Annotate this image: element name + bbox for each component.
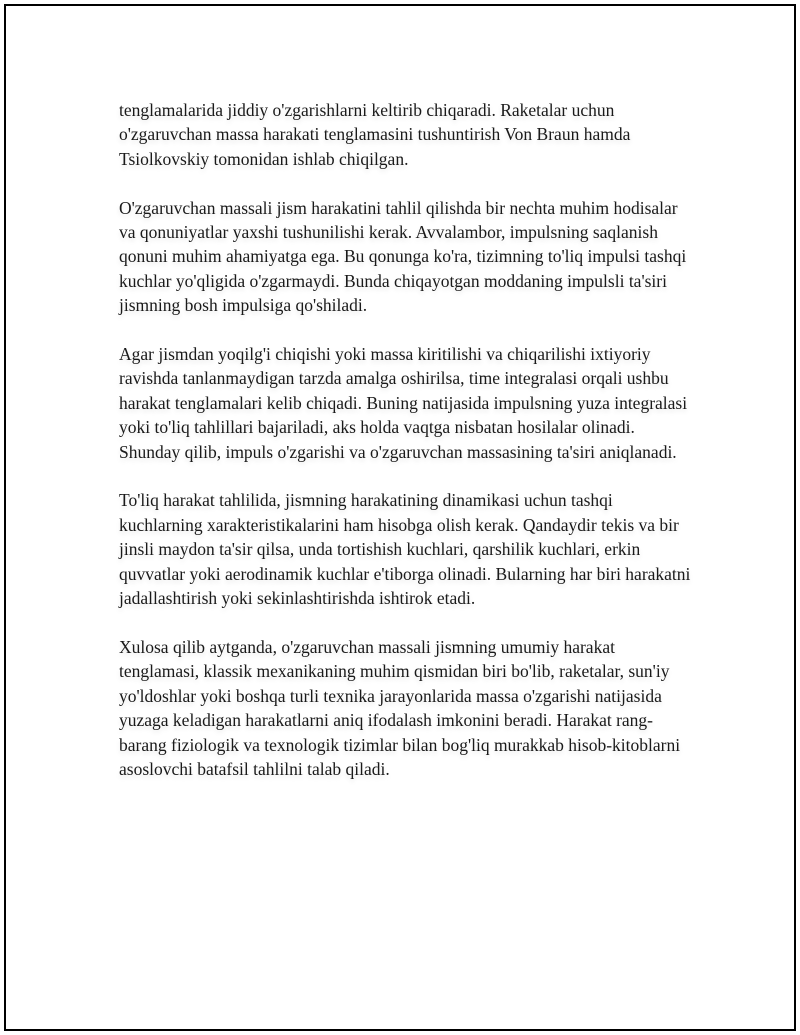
document-body (119, 98, 691, 781)
paragraph-3: Agar jismdan yoqilg'i chiqishi yoki massa kiritilishi va chiqarilishi ixtiyoriy ravishda tanlanmaydigan tarzda amalga oshirilsa, time integralasi orqali ushbu harakat tenglamalari kelib chiqadi. Buning natijasida impulsning yuza integralasi yoki to'liq tahlillari bajariladi, aks holda vaqtga nisbatan hosilalar olinadi. Shunday qilib, impuls o'zgarishi va o'zgaruvchan massasining ta'siri aniqlanadi. (119, 344, 688, 462)
paragraph-2: O'zgaruvchan massali jism harakatini tahlil qilishda bir nechta muhim hodisalar va qonuniyatlar yaxshi tushunilishi kerak. Avvalambor, impulsning saqlanish qonuni muhim ahamiyatga ega. Bu qonunga ko'ra, tizimning to'liq impulsi tashqi kuchlar yo'qligida o'zgarmaydi. Bunda chiqayotgan moddaning impulsli ta'siri jismning bosh impulsiga qo'shiladi. (119, 197, 687, 316)
document-page (4, 4, 796, 1031)
paragraph-1: tenglamalarida jiddiy o'zgarishlarni keltirib chiqaradi. Raketalar uchun o'zgaruvchan massa harakati tenglamasini tushuntirish Von Braun hamda Tsiolkovskiy tomonidan ishlab chiqilgan. (119, 100, 631, 169)
paragraph-5: Xulosa qilib aytganda, o'zgaruvchan massali jismning umumiy harakat tenglamasi, klassik mexanikaning muhim qismidan biri bo'lib, raketalar, sun'iy yo'ldoshlar yoki boshqa turli texnika jarayonlarida massa o'zgarishi natijasida yuzaga keladigan harakatlarni aniq ifodalash imkonini beradi. Harakat rang-barang fiziologik va texnologik tizimlar bilan bog'liq murakkab hisob-kitoblarni asoslovchi batafsil tahlilni talab qiladi. (119, 636, 681, 779)
paragraph-4: To'liq harakat tahlilida, jismning harakatining dinamikasi uchun tashqi kuchlarning xarakteristikalarini ham hisobga olish kerak. Qandaydir tekis va bir jinsli maydon ta'sir qilsa, unda tortishish kuchlari, qarshilik kuchlari, erkin quvvatlar yoki aerodinamik kuchlar e'tiborga olinadi. Bularning har biri harakatni jadallashtirish yoki sekinlashtirishda ishtirok etadi. (119, 490, 691, 609)
